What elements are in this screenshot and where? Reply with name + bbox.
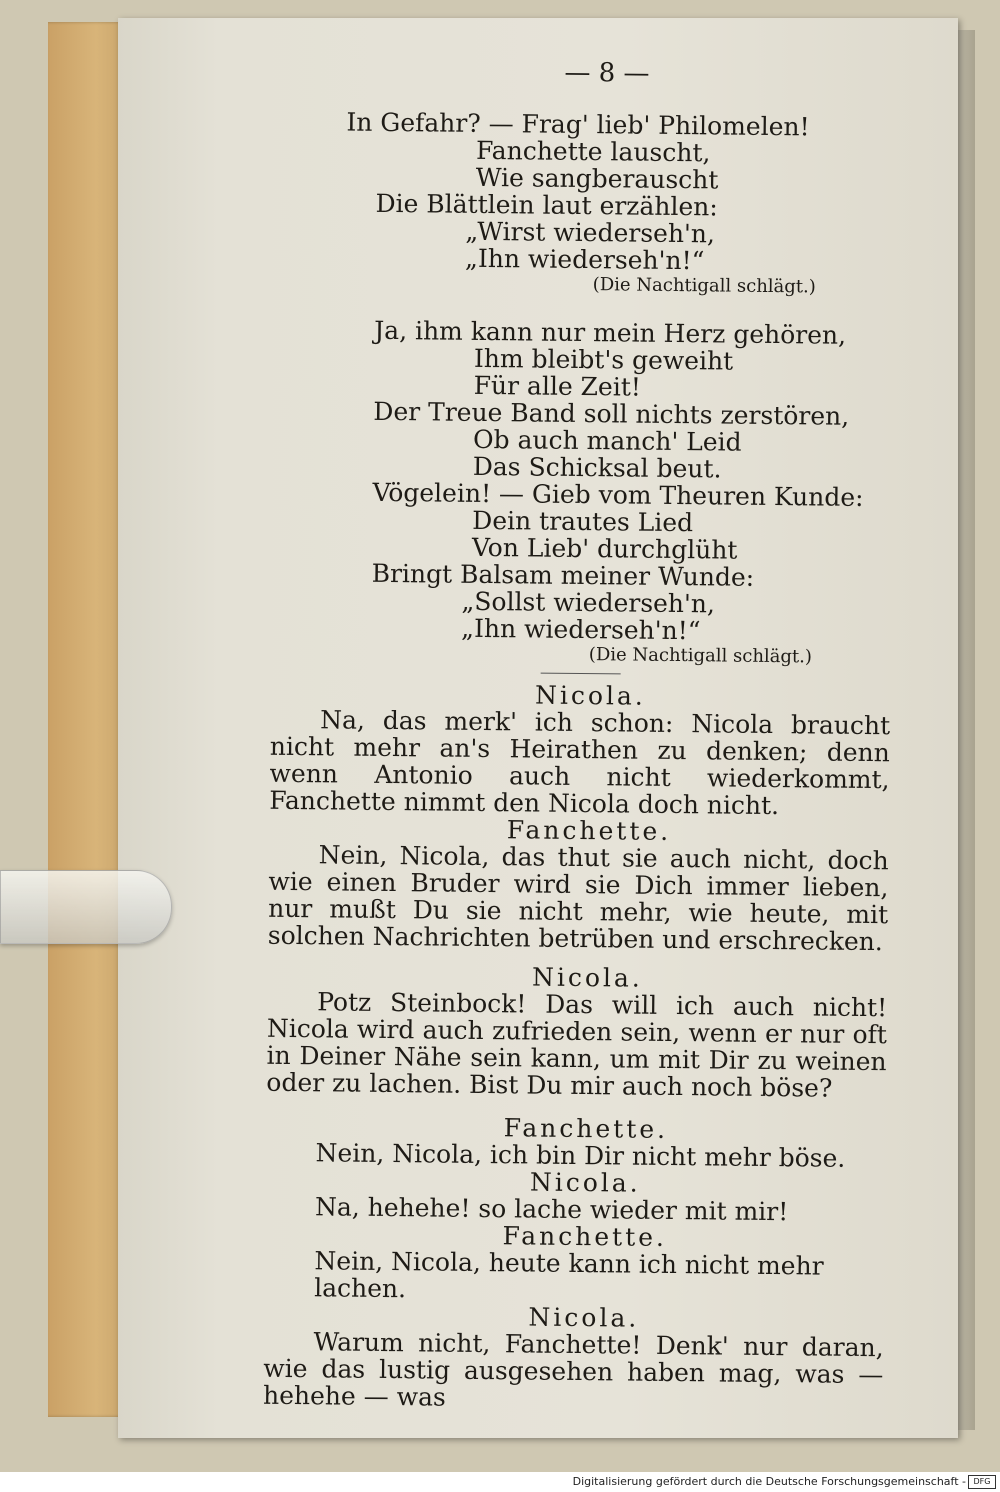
verse-line: Das Schicksal beut. — [472, 451, 722, 484]
dialogue-text: Warum nicht, Fanchette! Denk' nur daran, wie das lustig ausgesehen haben mag, was — hehehe — was — [262, 1327, 884, 1412]
verse-line: „Ihn wiederseh'n!“ — [464, 243, 705, 276]
dialogue-text: Nein, Nicola, heute kann ich nicht mehr lachen. — [314, 1246, 824, 1304]
verse-line: Dein trautes Lied — [472, 505, 694, 538]
verse-line: Ja, ihm kann nur mein Herz gehören, — [374, 315, 847, 350]
verse-line: „Wirst wiederseh'n, — [465, 216, 716, 249]
verse-line: Ihm bleibt's geweiht — [473, 343, 734, 376]
verse-line: Für alle Zeit! — [473, 370, 642, 402]
dialogue-text: Nein, Nicola, das thut sie auch nicht, doch wie einen Bruder wird sie Dich immer lieben, nur mußt Du sie nicht mehr, wie heute, mit solchen Nachrichten betrüben und erschrecken. — [267, 840, 889, 957]
speaker-name: Nicola. — [529, 1167, 641, 1198]
verse-line: „Ihn wiederseh'n!“ — [460, 613, 701, 646]
speaker-name: Nicola. — [528, 1302, 640, 1333]
speaker-name: Fanchette. — [506, 815, 672, 846]
page-clip — [0, 870, 172, 944]
stage-direction: (Die Nachtigall schlägt.) — [588, 644, 813, 668]
dialogue-text: Nein, Nicola, ich bin Dir nicht mehr böse. — [315, 1138, 846, 1173]
verse-line: Fanchette lauscht, — [475, 135, 711, 168]
verse-line: Vögelein! — Gieb vom Theuren Kunde: — [372, 477, 864, 512]
verse-line: Die Blättlein laut erzählen: — [375, 188, 718, 222]
dfg-logo: DFG — [968, 1475, 996, 1489]
dialogue-text: Potz Steinbock! Das will ich auch nicht! Nicola wird auch zufrieden sein, wenn er nur oft in Deiner Nähe sein kann, um mit Dir zu weinen oder zu lachen. Bist Du mir auch noch böse? — [266, 987, 888, 1103]
verse-line: Der Treue Band soll nichts zerstören, — [373, 396, 850, 431]
speaker-name: Fanchette. — [502, 1221, 668, 1252]
stage-direction: (Die Nachtigall schlägt.) — [592, 274, 816, 298]
verse-line: Bringt Balsam meiner Wunde: — [371, 558, 755, 592]
dialogue-text: Na, hehehe! so lache wieder mit mir! — [314, 1192, 789, 1227]
funding-note: Digitalisierung gefördert durch die Deutsche Forschungsgemeinschaft - — [572, 1475, 966, 1488]
verse-line: In Gefahr? — Frag' lieb' Philomelen! — [346, 107, 810, 142]
verse-line: Wie sangberauscht — [475, 162, 719, 195]
verse-line: Ob auch manch' Leid — [472, 424, 742, 457]
dialogue-text: Na, das merk' ich schon: Nicola braucht nicht mehr an's Heirathen zu denken; denn wenn Antonio auch nicht wiederkommt, Fanchette nimmt den Nicola doch nicht. — [269, 705, 891, 821]
page-text — [263, 57, 897, 1415]
page-number: — 8 — — [564, 57, 650, 89]
footer-bar — [0, 1472, 1000, 1492]
speaker-name: Fanchette. — [503, 1113, 669, 1144]
divider — [541, 673, 621, 675]
speaker-name: Nicola. — [531, 962, 644, 993]
book-edge — [48, 22, 128, 1417]
speaker-name: Nicola. — [534, 680, 646, 711]
verse-line: Von Lieb' durchglüht — [471, 532, 738, 565]
verse-line: „Sollst wiederseh'n, — [461, 586, 716, 619]
